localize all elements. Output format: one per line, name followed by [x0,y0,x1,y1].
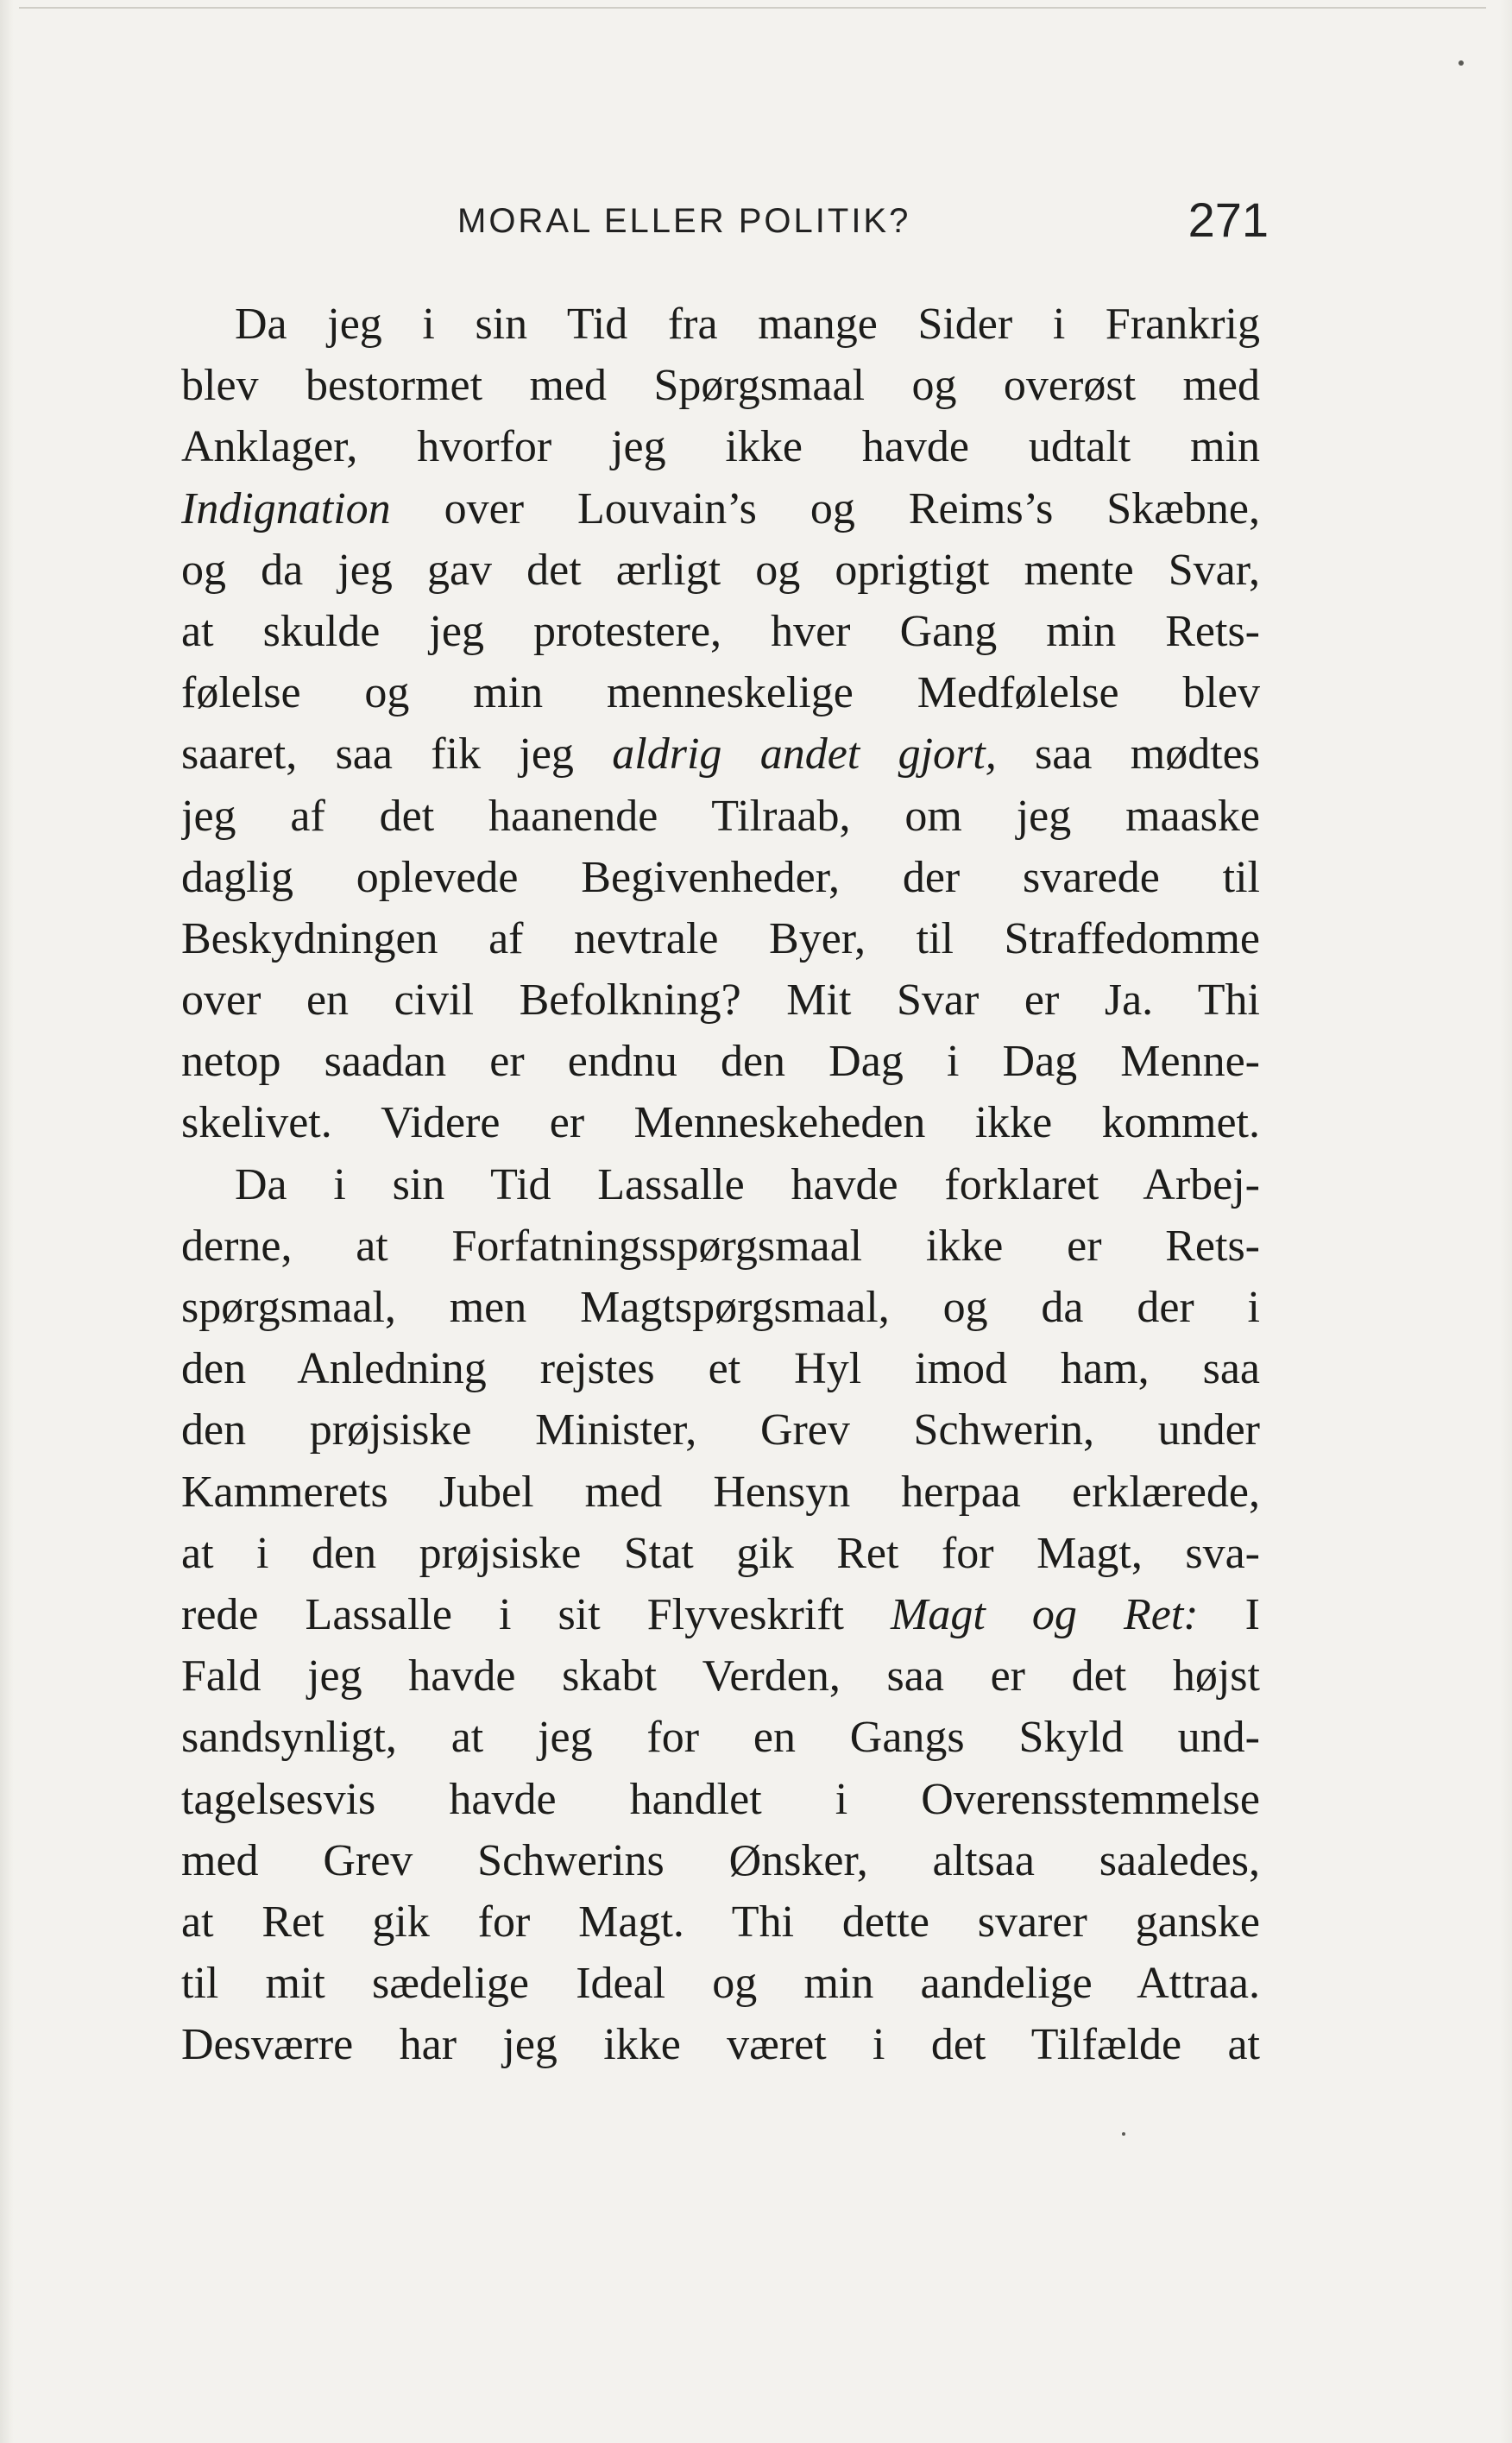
scan-speck [1122,2132,1125,2136]
text-line: Da i sin Tid Lassalle havde forklaret Arbej- [235,1159,1260,1209]
text-line: den prøjsiske Minister, Grev Schwerin, under [181,1405,1260,1455]
line-end: I [1198,1589,1260,1639]
scan-top-edge [19,7,1486,9]
text-line: følelse og min menneskelige Medfølelse blev [181,668,1260,718]
running-title: MORAL ELLER POLITIK? [457,202,911,240]
italic-phrase: Indignation [181,483,391,533]
italic-phrase: Magt og Ret: [891,1589,1199,1639]
text-line: netop saadan er endnu den Dag i Dag Menne- [181,1037,1260,1087]
text-line: Fald jeg havde skabt Verden, saa er det højst [181,1651,1260,1701]
text-line-with-italic [181,723,1260,785]
text-line: Anklager, hvorfor jeg ikke havde udtalt min [181,422,1260,472]
body-text [181,294,1260,2075]
text-line: tagelsesvis havde handlet i Overensstemmelse [181,1774,1260,1824]
text-line-with-italic [181,478,1260,540]
line-rest: over Louvain’s og Reims’s Skæbne, [390,483,1260,533]
scan-speck [1458,60,1464,66]
text-line: jeg af det haanende Tilraab, om jeg maaske [181,791,1260,841]
text-line: Da jeg i sin Tid fra mange Sider i Frankrig [235,300,1260,349]
line-end: saa mødtes [996,729,1260,780]
text-line: over en civil Befolkning? Mit Svar er Ja. Thi [181,975,1260,1026]
text-line: og da jeg gav det ærligt og oprigtigt mente Svar, [181,545,1260,595]
text-line: med Grev Schwerins Ønsker, altsaa saaledes, [181,1835,1260,1885]
text-line: den Anledning rejstes et Hyl imod ham, saa [181,1344,1260,1394]
page-number: 271 [1188,193,1269,247]
text-line: derne, at Forfatningsspørgsmaal ikke er Rets- [181,1221,1260,1271]
text-line: sandsynligt, at jeg for en Gangs Skyld und- [181,1713,1260,1763]
italic-phrase: aldrig andet gjort, [612,729,997,780]
text-line: til mit sædelige Ideal og min aandelige Attraa. [181,1959,1260,2009]
page-right-edge [1500,0,1512,2443]
text-line: daglig oplevede Begivenheder, der svarede til [181,852,1260,902]
page-left-edge [0,0,14,2443]
running-head [457,192,1320,252]
text-line: blev bestormet med Spørgsmaal og overøst med [181,361,1260,411]
text-line: Desværre har jeg ikke været i det Tilfælde at [181,2020,1260,2070]
text-line: at Ret gik for Magt. Thi dette svarer ganske [181,1897,1260,1947]
text-line: Beskydningen af nevtrale Byer, til Straffedomme [181,913,1260,963]
text-line-with-italic [181,1584,1260,1645]
line-start: saaret, saa fik jeg [181,729,613,780]
text-line: at skulde jeg protestere, hver Gang min Rets- [181,606,1260,656]
text-line: skelivet. Videre er Menneskeheden ikke kommet. [181,1098,1260,1148]
text-line: at i den prøjsiske Stat gik Ret for Magt, sva- [181,1528,1260,1578]
line-start: rede Lassalle i sit Flyveskrift [181,1589,891,1639]
text-line: spørgsmaal, men Magtspørgsmaal, og da der i [181,1283,1260,1332]
text-line: Kammerets Jubel med Hensyn herpaa erklærede, [181,1467,1260,1517]
